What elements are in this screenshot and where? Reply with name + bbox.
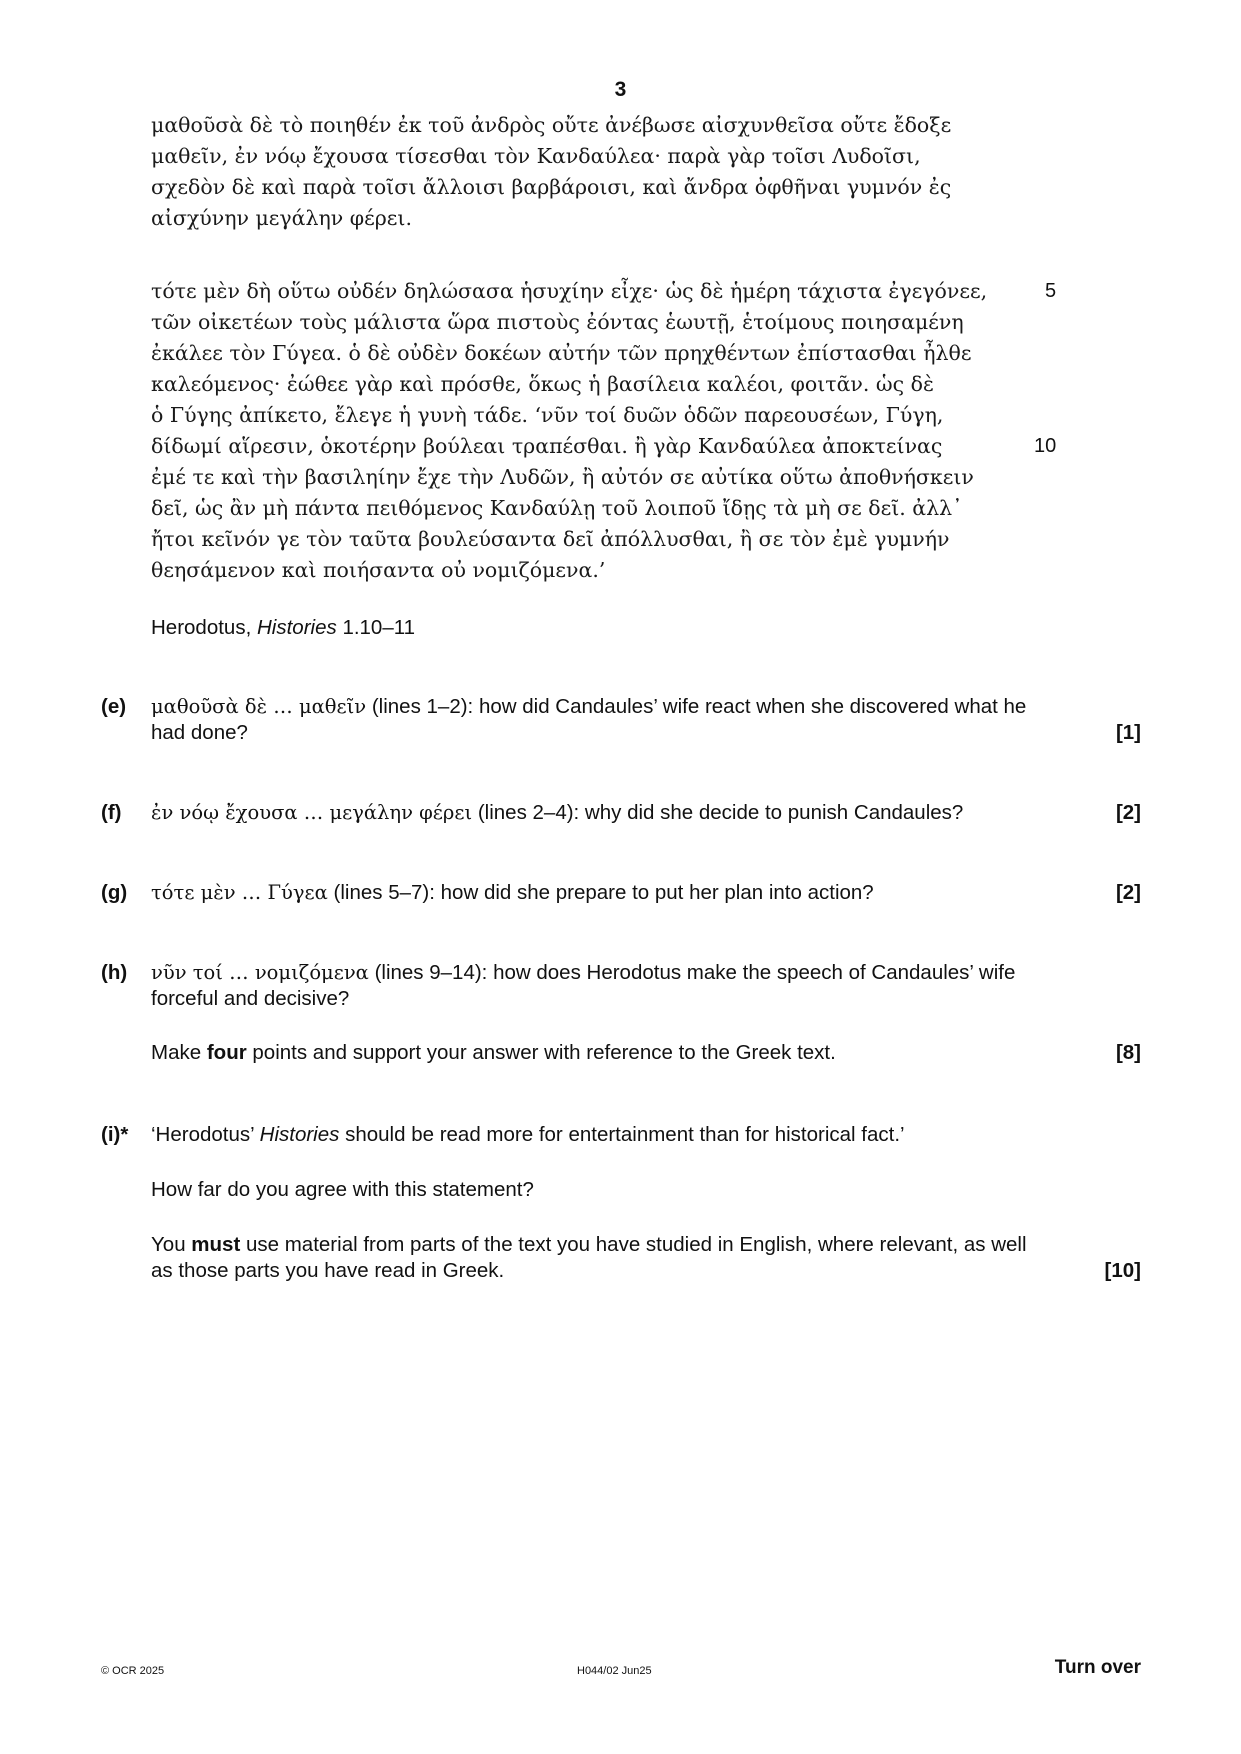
greek-reference: ἐν νόῳ ἔχουσα … μεγάλην φέρει [151, 801, 473, 824]
question-text: τότε μὲν … Γύγεα (lines 5–7): how did she prepare to put her plan into action? [151, 881, 874, 904]
question-label: (f) [101, 801, 122, 824]
footer-copyright: © OCR 2025 [101, 1665, 165, 1677]
line-number-5: 5 [1045, 280, 1057, 302]
question-h [101, 960, 1141, 1070]
passage-line: δεῖ, ὡς ἂν μὴ πάντα πειθόμενος Κανδαύλῃ τοῦ λοιποῦ ἴδῃς τὰ μὴ σε δεῖ. ἀλλ᾽ [151, 496, 963, 520]
greek-reference: μαθοῦσὰ δὲ … μαθεῖν [151, 695, 367, 718]
greek-reference: νῦν τοί … νομιζόμενα [151, 961, 369, 984]
passage-line: ἐκάλεε τὸν Γύγεα. ὁ δὲ οὐδὲν δοκέων αὐτήν τῶν πρηχθέντων ἐπίστασθαι ἦλθε [151, 341, 972, 365]
passage-line: τῶν οἰκετέων τοὺς μάλιστα ὥρα πιστοὺς ἐόντας ἑωυτῇ, ἑτοίμους ποιησαμένη [151, 310, 964, 334]
greek-passage-paragraph-1 [151, 110, 1011, 234]
attribution-author: Herodotus, [151, 616, 252, 639]
turn-over-label: Turn over [1054, 1657, 1141, 1678]
question-instruction: You must use material from parts of the text you have studied in English, where relevant, as well as those parts you have read in Greek. [151, 1233, 1027, 1282]
question-text: μαθοῦσὰ δὲ … μαθεῖν (lines 1–2): how did Candaules’ wife react when she discovered what he had done? [151, 695, 1027, 744]
question-text: ἐν νόῳ ἔχουσα … μεγάλην φέρει (lines 2–4): why did she decide to punish Candaules? [151, 801, 964, 824]
attribution-work: Histories [256, 616, 337, 639]
passage-line: ἤτοι κεῖνόν γε τὸν ταῦτα βουλεύσαντα δεῖ ἀπόλλυσθαι, ἢ σε τὸν ἐμὲ γυμνήν [151, 527, 950, 551]
passage-line: αἰσχύνην μεγάλην φέρει. [151, 206, 412, 230]
marks-badge: [2] [1115, 881, 1141, 904]
marks-badge: [10] [1104, 1259, 1141, 1282]
question-f [101, 800, 1141, 828]
passage-line: ἐμέ τε καὶ τὴν βασιληίην ἔχε τὴν Λυδῶν, ἢ αὐτόν σε αὐτίκα οὕτω ἀποθνήσκειν [151, 465, 974, 489]
passage-line: τότε μὲν δὴ οὕτω οὐδέν δηλώσασα ἡσυχίην εἶχε· ὡς δὲ ἡμέρη τάχιστα ἐγεγόνεε, [151, 279, 988, 303]
passage-line: μαθοῦσὰ δὲ τὸ ποιηθέν ἐκ τοῦ ἀνδρὸς οὔτε ἀνέβωσε αἰσχυνθεῖσα οὔτε ἔδοξε [151, 113, 952, 137]
passage-line: καλεόμενος· ἐώθεε γὰρ καὶ πρόσθε, ὅκως ἡ βασίλεια καλέοι, φοιτᾶν. ὡς δὲ [151, 372, 934, 396]
passage-line: μαθεῖν, ἐν νόῳ ἔχουσα τίσεσθαι τὸν Κανδαύλεα· παρὰ γὰρ τοῖσι Λυδοῖσι, [151, 144, 921, 168]
marks-badge: [2] [1115, 801, 1141, 824]
question-instruction: Make four points and support your answer with reference to the Greek text. [151, 1041, 836, 1064]
footer-paper-code: H044/02 Jun25 [577, 1665, 652, 1677]
line-number-10: 10 [1034, 435, 1057, 457]
question-e [101, 694, 1141, 750]
passage-line: σχεδὸν δὲ καὶ παρὰ τοῖσι ἄλλοισι βαρβάροισι, καὶ ἄνδρα ὀφθῆναι γυμνόν ἐς [151, 175, 952, 199]
question-label: (e) [101, 695, 127, 718]
page-number: 3 [614, 78, 627, 101]
question-prompt: How far do you agree with this statement? [151, 1178, 534, 1201]
greek-reference: τότε μὲν … Γύγεα [151, 881, 328, 904]
question-label: (i)* [101, 1123, 129, 1146]
question-statement: ‘Herodotus’ Histories should be read more for entertainment than for historical fact.’ [151, 1123, 905, 1146]
question-label: (g) [101, 881, 128, 904]
greek-passage-paragraph-2 [151, 276, 1011, 586]
question-label: (h) [101, 961, 128, 984]
passage-line: δίδωμί αἵρεσιν, ὁκοτέρην βούλεαι τραπέσθαι. ἢ γὰρ Κανδαύλεα ἀποκτείνας [151, 434, 943, 458]
passage-attribution [151, 616, 415, 640]
attribution-reference: 1.10–11 [342, 616, 416, 639]
passage-line: ὁ Γύγης ἀπίκετο, ἔλεγε ἡ γυνὴ τάδε. ‘νῦν τοί δυῶν ὁδῶν παρεουσέων, Γύγη, [151, 403, 944, 427]
marks-badge: [1] [1115, 721, 1141, 744]
passage-line: θεησάμενον καὶ ποιήσαντα οὐ νομιζόμενα.’ [151, 558, 606, 582]
question-g [101, 880, 1141, 908]
marks-badge: [8] [1115, 1041, 1141, 1064]
question-i [101, 1122, 1141, 1282]
question-text: νῦν τοί … νομιζόμενα (lines 9–14): how does Herodotus make the speech of Candaules’ wife forceful and decisive? [151, 961, 1016, 1010]
